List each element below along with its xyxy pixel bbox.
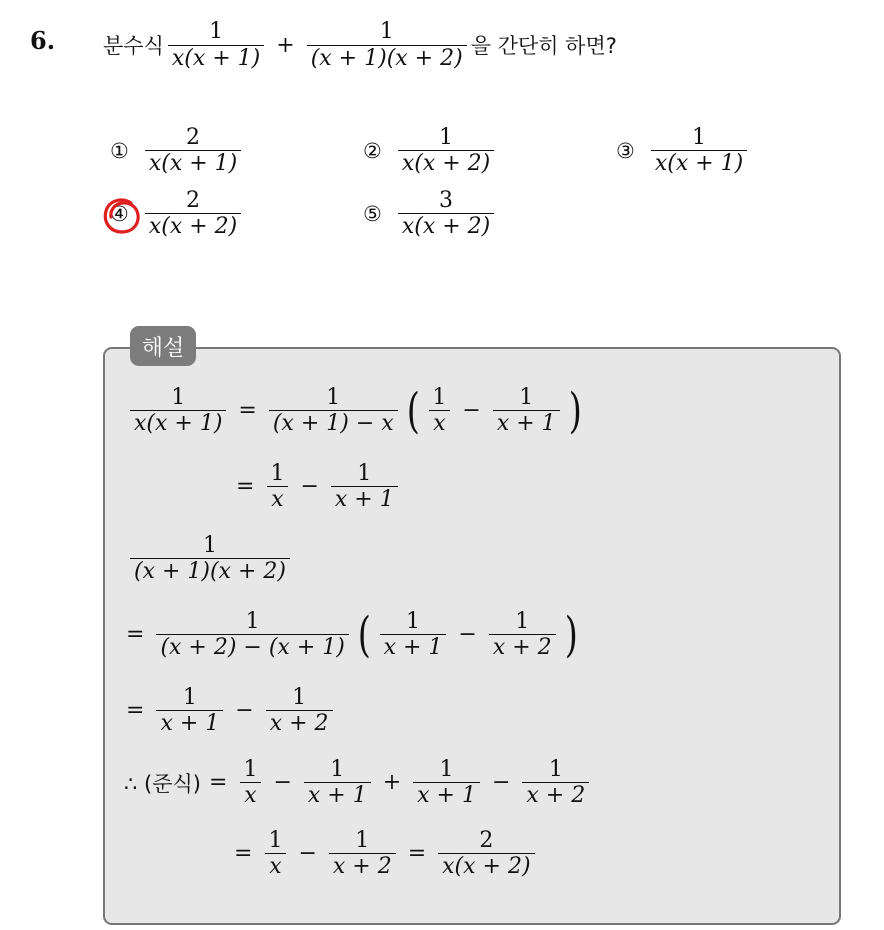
frac-num: 1 xyxy=(182,685,197,710)
frac-den: (x + 1)(x + 2) xyxy=(130,558,290,584)
solution-tag: 해설 xyxy=(130,326,196,366)
solution-line-5 xyxy=(126,685,337,737)
choice-4-fraction xyxy=(145,188,241,240)
choice-5-num: 3 xyxy=(439,188,454,213)
frac-1-over-x2 xyxy=(266,685,333,737)
choice-4-den: x(x + 2) xyxy=(145,213,241,239)
frac-1-over-x1 xyxy=(380,609,447,661)
frac-num: 1 xyxy=(548,757,563,782)
minus-sign: − xyxy=(235,698,254,724)
frac-1-over-x1 xyxy=(493,385,560,437)
choice-3-num: 1 xyxy=(692,125,707,150)
choice-1-den: x(x + 1) xyxy=(145,150,241,176)
frac-1-over-x1 xyxy=(331,461,398,513)
solution-line-4 xyxy=(126,606,582,663)
frac-lhs-1-num: 1 xyxy=(171,385,186,410)
choice-3-den: x(x + 1) xyxy=(651,150,747,176)
frac-lhs-1 xyxy=(130,385,226,437)
frac-answer xyxy=(438,828,534,880)
frac-num: 1 xyxy=(292,685,307,710)
choice-2-num: 1 xyxy=(439,125,454,150)
frac-den: (x + 2) − (x + 1) xyxy=(156,634,348,660)
right-paren: ) xyxy=(564,606,578,663)
frac-1-over-x xyxy=(239,757,261,809)
frac-den: x + 2 xyxy=(329,853,396,879)
stem-suffix: 을 간단히 하면? xyxy=(470,34,617,58)
frac-den: x(x + 2) xyxy=(438,853,534,879)
plus-sign: + xyxy=(382,770,402,796)
solution-line-7 xyxy=(226,828,539,880)
choice-5[interactable] xyxy=(363,188,498,240)
equals-sign: = xyxy=(126,698,145,724)
stem-fraction-2-den: (x + 1)(x + 2) xyxy=(307,45,467,71)
minus-sign: − xyxy=(462,398,481,424)
choice-5-fraction xyxy=(398,188,494,240)
frac-num: 1 xyxy=(439,757,454,782)
question-stem xyxy=(103,10,617,80)
choice-2-label: ② xyxy=(363,138,382,163)
equals-sign: = xyxy=(234,841,253,867)
choice-2[interactable] xyxy=(363,125,498,177)
frac-coef-1-num: 1 xyxy=(326,385,341,410)
frac-1-over-x1 xyxy=(304,757,371,809)
frac-den: x + 1 xyxy=(331,486,398,512)
choice-1-label: ① xyxy=(110,138,129,163)
frac-den: x + 2 xyxy=(266,710,333,736)
solution-line-3 xyxy=(126,533,294,585)
stem-fraction-1-den: x(x + 1) xyxy=(168,45,264,71)
frac-num: 1 xyxy=(405,609,420,634)
left-paren: ( xyxy=(357,606,371,663)
solution-line-2 xyxy=(228,461,402,513)
frac-1-over-x-den: x xyxy=(429,410,449,436)
frac-num: 1 xyxy=(202,533,217,558)
frac-den: x + 1 xyxy=(304,782,371,808)
frac-1-over-x xyxy=(264,828,286,880)
equals-sign: = xyxy=(126,622,145,648)
choice-5-den: x(x + 2) xyxy=(398,213,494,239)
frac-1-over-x2 xyxy=(522,757,589,809)
frac-num: 1 xyxy=(357,461,372,486)
minus-sign: − xyxy=(491,770,511,796)
frac-1-over-x1 xyxy=(413,757,480,809)
answer-mark-icon xyxy=(101,195,143,237)
frac-1-over-x1-num: 1 xyxy=(519,385,534,410)
frac-lhs-1-den: x(x + 1) xyxy=(130,410,226,436)
choice-4-num: 2 xyxy=(186,188,201,213)
frac-1-over-x1 xyxy=(156,685,223,737)
frac-num: 1 xyxy=(243,757,258,782)
stem-plus: + xyxy=(276,32,295,58)
frac-num: 2 xyxy=(479,828,494,853)
frac-den: x xyxy=(240,782,260,808)
frac-num: 1 xyxy=(515,609,530,634)
minus-sign: − xyxy=(298,841,317,867)
frac-1-over-x2 xyxy=(489,609,556,661)
frac-1-over-x-num: 1 xyxy=(432,385,447,410)
frac-den: x xyxy=(265,853,285,879)
stem-fraction-2 xyxy=(307,19,467,71)
choice-4-label: ④ xyxy=(110,201,129,226)
frac-1-over-x2 xyxy=(329,828,396,880)
frac-den: x + 2 xyxy=(522,782,589,808)
left-paren: ( xyxy=(406,382,420,439)
choice-3[interactable] xyxy=(616,125,751,177)
frac-num: 1 xyxy=(268,828,283,853)
choice-3-fraction xyxy=(651,125,747,177)
stem-fraction-2-num: 1 xyxy=(379,19,394,45)
choice-5-label: ⑤ xyxy=(363,201,382,226)
frac-1-over-x xyxy=(428,385,450,437)
choice-3-label: ③ xyxy=(616,138,635,163)
equals-sign: = xyxy=(236,474,255,500)
minus-sign: − xyxy=(458,622,477,648)
choice-1-num: 2 xyxy=(186,125,201,150)
minus-sign: − xyxy=(273,770,292,796)
right-paren: ) xyxy=(568,382,582,439)
frac-den: x + 1 xyxy=(156,710,223,736)
equals-sign: = xyxy=(407,841,427,867)
solution-line-1 xyxy=(126,382,586,439)
minus-sign: − xyxy=(300,474,319,500)
frac-num: 1 xyxy=(330,757,345,782)
question-number: 6. xyxy=(30,26,56,55)
choice-2-den: x(x + 2) xyxy=(398,150,494,176)
frac-coef-2 xyxy=(156,609,348,661)
frac-coef-1-den: (x + 1) − x xyxy=(269,410,398,436)
stem-prefix: 분수식 xyxy=(103,34,164,58)
therefore-label: ∴ (준식) xyxy=(124,771,201,796)
frac-den: x + 1 xyxy=(413,782,480,808)
frac-coef-1 xyxy=(269,385,398,437)
frac-den: x + 2 xyxy=(489,634,556,660)
frac-den: x xyxy=(267,486,287,512)
frac-num: 1 xyxy=(355,828,370,853)
equals-sign: = xyxy=(238,398,257,424)
stem-fraction-1-num: 1 xyxy=(209,19,224,45)
frac-num: 1 xyxy=(245,609,260,634)
solution-line-6 xyxy=(124,757,593,809)
choice-1-fraction xyxy=(145,125,241,177)
choice-1[interactable] xyxy=(110,125,245,177)
frac-1-over-x xyxy=(266,461,288,513)
frac-den: x + 1 xyxy=(380,634,447,660)
stem-fraction-1 xyxy=(168,19,264,71)
frac-lhs-2 xyxy=(130,533,290,585)
choice-2-fraction xyxy=(398,125,494,177)
equals-sign: = xyxy=(209,770,228,796)
frac-num: 1 xyxy=(270,461,285,486)
frac-1-over-x1-den: x + 1 xyxy=(493,410,560,436)
